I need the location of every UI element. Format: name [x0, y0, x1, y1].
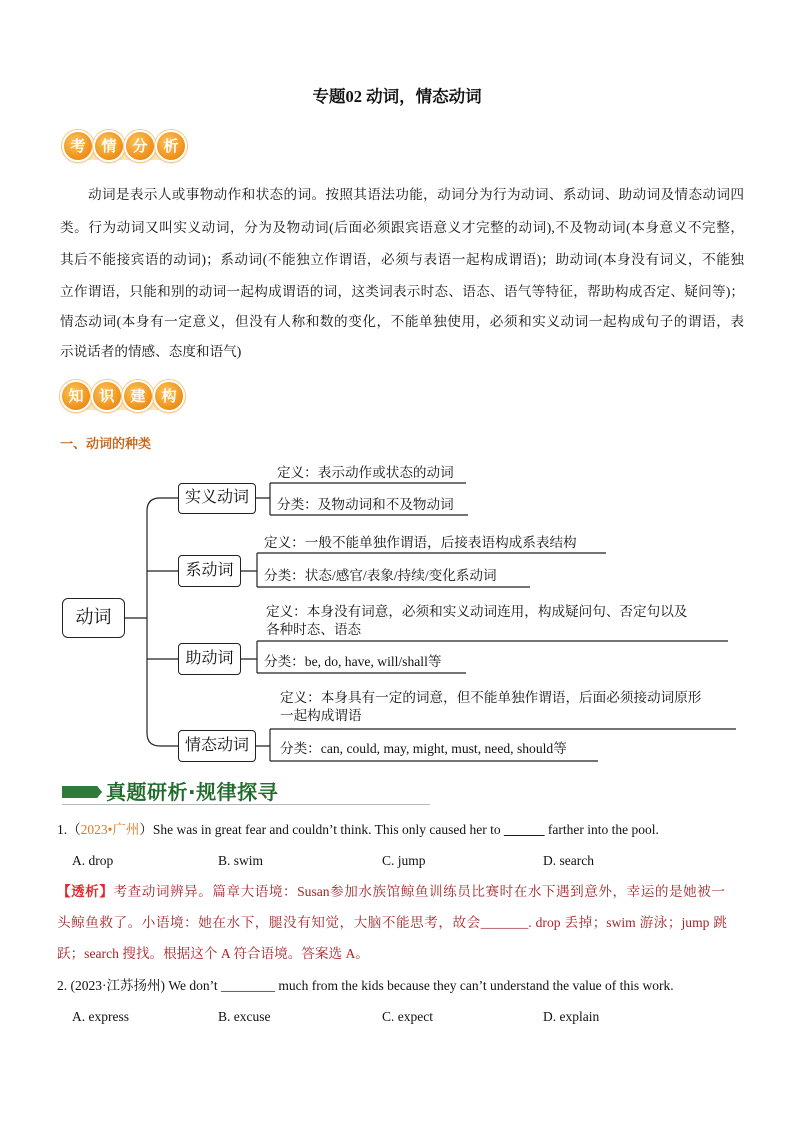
intro-line: 动词是表示人或事物动作和状态的词。按照其语法功能，动词分为行为动词、系动词、助动词及情态动词四 [88, 187, 744, 202]
question-source-close: ） [139, 822, 153, 837]
badge-char: 建 [122, 380, 154, 412]
intro-line: 情态动词(本身有一定意义，但没有人称和数的变化，不能单独使用，必须和实义动词一起构成句子的谓语，表 [60, 314, 744, 329]
definition-text: 定义：表示动作或状态的动词 [277, 465, 454, 480]
bracket-connector [241, 641, 257, 673]
option-c: C. expect [382, 1009, 433, 1024]
question-text: much from the kids because they can’t understand the value of this work. [275, 978, 674, 993]
bracket-connector [256, 729, 270, 761]
intro-line: 类。行为动词又叫实义动词，分为及物动词(后面必须跟宾语意义才完整的动词),不及物动词(本身意义不完整， [60, 220, 744, 235]
classification-text: 分类：be, do, have, will/shall等 [264, 654, 442, 669]
bracket-connector [256, 483, 270, 515]
badge-char: 知 [60, 380, 92, 412]
question-1-stem [57, 821, 659, 839]
definition-text: 定义：本身具有一定的词意，但不能单独作谓语，后面必须接动词原形 [280, 690, 702, 705]
branch-box-auxiliary-verb: 助动词 [178, 643, 241, 675]
badge-char: 识 [91, 380, 123, 412]
branch-box-content-verb: 实义动词 [178, 483, 256, 514]
option-a: A. drop [72, 853, 114, 868]
classification-text: 分类：状态/感官/表象/持续/变化系动词 [264, 568, 497, 583]
section-header-bar [62, 786, 102, 798]
question-text: farther into the pool. [544, 822, 659, 837]
badge-char: 分 [124, 130, 156, 162]
page-title: 专题02 动词，情态动词 [312, 87, 482, 106]
intro-line: 示说话者的情感、态度和语气) [60, 344, 242, 359]
question-number: 2. ( [57, 978, 75, 993]
analysis-text: 考查动词辨异。篇章大语境：Susan参加水族馆鲸鱼训练员比赛时在水下遇到意外，幸运的是她被一 [113, 884, 725, 899]
analysis-label: 【透析】 [57, 884, 114, 899]
tree-root-box: 动词 [62, 598, 125, 638]
analysis-line: 头鲸鱼救了。小语境：她在水下，腿没有知觉，大脑不能思考，故会_______. drop 丢掉；swim 游泳；jump 跳 [57, 915, 727, 930]
option-b: B. excuse [218, 1009, 271, 1024]
bracket-connector [241, 553, 257, 587]
question-source: 2023•广州 [80, 822, 140, 837]
branch-box-linking-verb: 系动词 [178, 555, 241, 587]
definition-text: 一起构成谓语 [280, 708, 362, 723]
branch-box-modal-verb: 情态动词 [178, 730, 256, 762]
classification-text: 分类：及物动词和不及物动词 [277, 497, 454, 512]
tree-trunk [147, 498, 178, 746]
intro-line: 立作谓语，只能和别的动词一起构成谓语的词，这类词表示时态、语态、语气等特征，帮助构成否定、疑问等)； [60, 284, 744, 299]
answer-blank: ______ [504, 822, 545, 837]
definition-text: 各种时态、语态 [266, 622, 362, 637]
badge-char: 情 [93, 130, 125, 162]
question-number: 1.（ [57, 822, 81, 837]
definition-text: 定义：一般不能单独作谓语，后接表语构成系表结构 [264, 535, 577, 550]
option-a: A. express [72, 1009, 129, 1024]
question-source: 2023·江苏扬州 [75, 978, 161, 993]
option-d: D. search [543, 853, 594, 868]
badge-char: 考 [62, 130, 94, 162]
question-text: We don’t [168, 978, 222, 993]
badge-char: 析 [155, 130, 187, 162]
question-2-stem [57, 977, 674, 995]
classification-text: 分类：can, could, may, might, must, need, should等 [280, 741, 567, 756]
option-c: C. jump [382, 853, 426, 868]
badge-char: 构 [153, 380, 185, 412]
question-source-close: ) [160, 978, 169, 993]
section-header-rule [62, 804, 430, 805]
option-b: B. swim [218, 853, 264, 868]
definition-text: 定义：本身没有词意，必须和实义动词连用，构成疑问句、否定句以及 [266, 604, 688, 619]
option-d: D. explain [543, 1009, 600, 1024]
answer-blank: ________ [221, 978, 276, 993]
intro-line: 其后不能接宾语的动词)；系动词(不能独立作谓语，必须与表语一起构成谓语)；助动词(本身没有词义，不能独 [60, 252, 744, 267]
question-text: She was in great fear and couldn’t think. This only caused her to [152, 822, 505, 837]
analysis-line [57, 883, 725, 901]
section-subheading: 一、动词的种类 [60, 437, 152, 452]
section-header-title: 真题研析·规律探寻 [106, 780, 279, 804]
analysis-line: 跃；search 搜找。根据这个 A 符合语境。答案选 A。 [57, 946, 369, 961]
